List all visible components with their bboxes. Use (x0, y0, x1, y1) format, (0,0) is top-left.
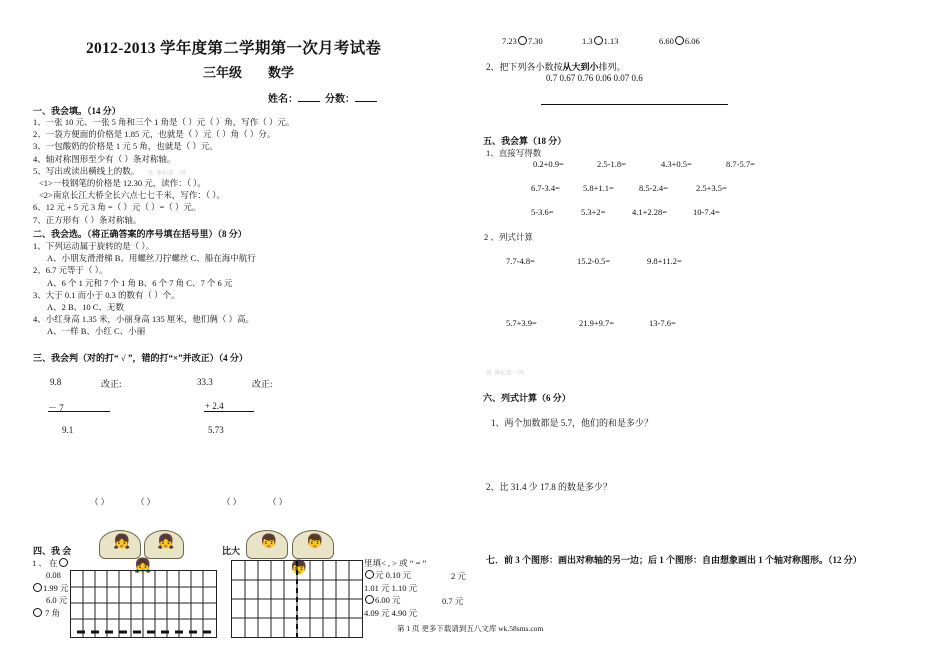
section-6-heading: 六、列式计算（6 分） (483, 393, 571, 403)
grid-right (231, 560, 363, 638)
question-line: 4、小红身高 1.35 米，小丽身高 135 厘米，他们俩（ ）高。 (33, 314, 255, 325)
section-4-heading: 四、我 会 (33, 546, 72, 556)
options-line: A、一样 B、小红 C、小丽 (47, 326, 146, 337)
circle-blank[interactable] (33, 583, 42, 592)
question-line: 5、写出或读出横线上的数。 (33, 165, 140, 176)
calc-a-result: 9.1 (62, 425, 74, 435)
compare-item: 0.08 (46, 570, 61, 581)
question-line: <1>一枝钢笔的价格是 12.30 元，读作：（ ）。 (39, 178, 206, 189)
compare-item: 7 角 (32, 607, 69, 619)
math-item: 2.5-1.8= (597, 159, 626, 169)
compare-item: 4.09 元 4.90 元 (364, 607, 418, 618)
math-item: 5.3+2= (581, 207, 606, 217)
question-line: 6、12 元 + 5 元 3 角 =（ ）元（ ）=（ ）元。 (33, 202, 201, 213)
girl-picture: 👧 (144, 530, 184, 559)
calc-a-top: 9.8 (50, 377, 62, 387)
section-5-heading: 五、我会算（18 分） (483, 136, 567, 146)
answer-paren[interactable]: （ ） (222, 497, 242, 507)
name-label: 姓名： (268, 94, 298, 105)
compare-item: 6.60 6.06 (659, 36, 700, 46)
question-line: 3、大于 0.1 而小于 0.3 的数有（ ）个。 (33, 289, 180, 300)
question-line: 1、一张 10 元、一张 5 角和三个 1 角是（ ）元（ ）角，写作（ ）元。 (33, 117, 295, 127)
page-title: 2012-2013 学年度第二学期第一次月考试卷 (86, 40, 382, 57)
math-item: 8.5-2.4= (639, 183, 668, 193)
calc-a-op: － 7 (48, 403, 64, 413)
compare-instruction: 里填< , > 或 “ = ” (364, 558, 427, 568)
girl-small-figure: 👧 (134, 559, 152, 574)
compare-row (502, 36, 543, 46)
options-line: A、小朋友滑滑梯 B、用螺丝刀拧螺丝 C、船在海中航行 (47, 253, 256, 264)
math-item: 4.3+0.5= (661, 159, 692, 169)
compare-item: 1 、 在 (32, 557, 69, 569)
boy-small-figure: 👦 (290, 561, 308, 576)
word-problem: 2、比 31.4 少 17.8 的数是多少？ (486, 482, 613, 492)
footer: 第 1 页 更多下载请到五八文库 wk.58sms.com (397, 624, 544, 633)
math-item: 4.1+2.28= (632, 207, 668, 217)
circle-blank[interactable] (594, 36, 603, 45)
math-item: 10-7.4= (693, 207, 720, 217)
calc-b-top: 33.3 (197, 377, 213, 387)
answer-paren[interactable]: （ ） (136, 497, 156, 507)
grade-label: 三年级 (203, 65, 243, 80)
section-4-heading-right: 比大 (222, 546, 241, 556)
section-1-heading: 一、我会填。（14 分） (33, 106, 121, 116)
circle-blank[interactable] (59, 558, 68, 567)
compare-item: 6.00 元 (364, 594, 426, 606)
question-line: <2>南京长江大桥全长六点七七千米，写作：（ ）。 (39, 190, 225, 201)
math-item: 6.7-3.4= (531, 183, 560, 193)
math-item: 5-3.6= (531, 207, 554, 217)
math-item: 0.2+0.9= (533, 159, 564, 169)
section-5-sub2: 2 、列式计算 (484, 232, 533, 242)
question-line: 3、一包酸奶的价格是 1 元 5 角，也就是（ ）元。 (33, 141, 218, 152)
question-line: 2、一袋方便面的价格是 1.85 元，也就是（ ）元（ ）角（ ）分。 (33, 129, 276, 140)
watermark: 张·课标第一网 (148, 171, 186, 177)
math-item: 13-7.6= (649, 318, 676, 328)
boy-picture: 👦 (246, 530, 288, 559)
watermark: 新·课标第一网 (486, 371, 524, 377)
circle-blank[interactable] (365, 595, 374, 604)
math-item: 5.7+3.9= (506, 318, 537, 328)
fix-label-a: 改正: (101, 379, 122, 389)
order-answer-line[interactable] (541, 104, 728, 105)
section-4-left-col (32, 557, 69, 619)
calc-b-rule (204, 411, 254, 412)
section-2-heading: 二、我会选。（将正确答案的序号填在括号里）（8 分） (33, 229, 247, 239)
compare-item: 1.3 1.13 (582, 36, 619, 46)
fix-label-b: 改正: (252, 379, 273, 389)
order-numbers: 0.7 0.67 0.76 0.06 0.07 0.6 (546, 73, 643, 83)
boy-picture: 👦 (292, 530, 334, 559)
name-field[interactable] (268, 90, 377, 105)
section-2-list (33, 240, 256, 338)
section-5-sub1: 1、直接写得数 (486, 148, 542, 158)
options-line: A、6 个 1 元和 7 个 1 角 B、6 个 7 角 C、7 个 6 元 (47, 277, 233, 288)
question-line: 1、下列运动属于旋转的是（ ）。 (33, 241, 155, 251)
calc-b-op: + 2.4 (205, 401, 224, 411)
math-item: 9.8+11.2= (647, 256, 682, 266)
calc-b-result: 5.73 (208, 425, 224, 435)
circle-blank[interactable] (365, 570, 374, 579)
compare-extra: 0.7 元 (442, 596, 464, 606)
math-item: 21.9+9.7= (579, 318, 615, 328)
math-item: 15.2-0.5= (577, 256, 611, 266)
section-7-heading: 七．前 3 个图形：画出对称轴的另一边；后 1 个图形：自由想象画出 1 个轴对称图形。（12 分） (486, 555, 862, 565)
question-line: 2、6.7 元等于（ ）。 (33, 265, 108, 276)
answer-paren[interactable]: （ ） (90, 497, 110, 507)
compare-item: 元 0.10 元 (364, 569, 426, 581)
compare-item: 7.23 7.30 (502, 36, 543, 46)
compare-extra: 2 元 (451, 571, 466, 581)
options-line: A、2 B、10 C、无数 (47, 302, 124, 313)
calc-a-rule (48, 411, 110, 412)
circle-blank[interactable] (518, 36, 527, 45)
answer-paren[interactable]: （ ） (268, 497, 288, 507)
math-item: 2.5+3.5= (696, 183, 727, 193)
section-4-right-col (364, 557, 426, 619)
grid-left (70, 570, 217, 638)
order-question: 2、把下列各小数按从大到小排列。 (486, 62, 626, 72)
circle-blank[interactable] (675, 36, 684, 45)
compare-row (582, 36, 619, 46)
compare-item: 6.0 元 (46, 595, 68, 606)
math-item: 5.8+1.1= (583, 183, 614, 193)
compare-item: 1.01 元 1.10 元 (364, 582, 418, 593)
section-3-heading: 三、我会判（对的打“ √ ”，错的打“×”并改正）（4 分） (33, 353, 248, 363)
compare-item: 1.99 元 (32, 582, 69, 594)
girl-picture: 👧 (99, 530, 141, 559)
math-item: 7.7-4.8= (506, 256, 535, 266)
question-line: 4、轴对称图形至少有（ ）条对称轴。 (33, 153, 176, 164)
math-item: 8.7-5.7= (726, 159, 755, 169)
score-label: 分数： (325, 94, 355, 105)
question-line: 7、正方形有（ ）条对称轴。 (33, 214, 142, 225)
compare-row (659, 36, 700, 46)
word-problem: 1、两个加数都是 5.7，他们的和是多少？ (491, 418, 654, 428)
subject-label: 数学 (268, 65, 295, 80)
circle-blank[interactable] (33, 608, 42, 617)
